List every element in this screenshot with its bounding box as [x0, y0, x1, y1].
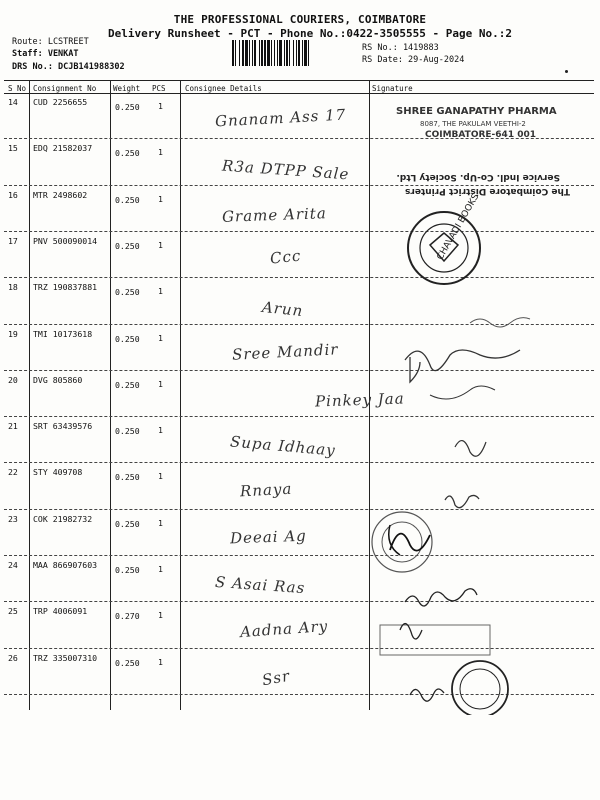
row-consignee-handwriting: Supa Idhaay	[229, 432, 337, 460]
stamp-service-line2: The Coimbatore District Printers	[405, 186, 570, 196]
row-sno: 17	[8, 235, 18, 246]
row-weight: 0.250	[115, 240, 140, 251]
row-sno: 21	[8, 421, 18, 432]
table-top-rule	[4, 80, 594, 81]
drs-label: DRS No.: DCJB141988302	[12, 62, 125, 72]
row-sno: 23	[8, 513, 18, 524]
row-weight: 0.250	[115, 194, 140, 205]
stamp-shree-line3: COIMBATORE-641 001	[425, 130, 536, 140]
row-sno: 18	[8, 282, 18, 293]
row-consignment-no: TRZ 335007310	[33, 652, 98, 663]
row-weight: 0.250	[115, 518, 140, 529]
stamp-shree-line1: SHREE GANAPATHY PHARMA	[396, 106, 557, 117]
document-title: THE PROFESSIONAL COURIERS, COIMBATORE	[173, 13, 427, 26]
row-sno: 20	[8, 374, 18, 385]
row-sno: 24	[8, 560, 18, 570]
table-header-rule	[4, 93, 594, 94]
row-consignee-handwriting: Grame Arita	[221, 203, 328, 226]
row-pcs: 1	[158, 378, 163, 389]
row-consignment-no: COK 21982732	[33, 513, 93, 524]
row-consignee-handwriting: S Asai Ras	[214, 572, 306, 598]
row-weight: 0.270	[115, 611, 140, 622]
rs-no-label: RS No.: 1419883	[362, 43, 439, 53]
row-pcs: 1	[158, 239, 163, 250]
row-sno: 25	[8, 606, 18, 617]
row-consignment-no: SRT 63439576	[33, 421, 93, 432]
row-consignment-no: TRZ 190837881	[33, 282, 98, 293]
row-pcs: 1	[158, 610, 163, 621]
row-consignee-handwriting: Pinkey Jaa	[314, 389, 405, 411]
row-weight: 0.250	[115, 102, 140, 112]
row-weight: 0.250	[115, 565, 140, 575]
row-weight: 0.250	[115, 379, 140, 390]
rs-date-label: RS Date: 29-Aug-2024	[362, 55, 465, 65]
column-header-consignee: Consignee Details	[185, 84, 262, 93]
row-consignee-handwriting: Ssr	[260, 666, 292, 689]
row-pcs: 1	[158, 332, 163, 343]
row-consignment-no: CUD 2256655	[33, 97, 88, 107]
row-pcs: 1	[158, 471, 163, 482]
column-header-pcs: PCS	[152, 84, 166, 93]
row-consignee-handwriting: Arun	[261, 298, 305, 321]
row-sno: 16	[8, 189, 18, 200]
row-sno: 22	[8, 467, 18, 478]
row-weight: 0.250	[115, 426, 140, 437]
row-weight: 0.250	[115, 333, 140, 344]
row-consignment-no: MTR 2498602	[33, 189, 88, 200]
row-consignee-handwriting: R3a DTPP Sale	[221, 156, 350, 184]
route-label: Route: LCSTREET	[12, 37, 89, 47]
row-pcs: 1	[158, 286, 163, 297]
row-consignment-no: DVG 805860	[33, 374, 83, 385]
row-pcs: 1	[158, 101, 163, 111]
column-divider	[110, 80, 111, 710]
row-pcs: 1	[158, 425, 163, 436]
row-pcs: 1	[158, 193, 163, 204]
row-weight: 0.250	[115, 657, 140, 668]
row-sno: 15	[8, 143, 18, 154]
column-header-sno: S No	[8, 84, 27, 93]
row-consignee-handwriting: Deeai Ag	[229, 526, 308, 548]
document-subtitle: Delivery Runsheet - PCT - Phone No.:0422-3505555 - Page No.:2	[108, 27, 512, 40]
row-consignee-handwriting: Aadna Ary	[239, 617, 329, 642]
row-weight: 0.250	[115, 148, 140, 159]
round-stamp-text: CHAVADI BOOKS	[435, 192, 482, 262]
stamps-and-signatures	[370, 95, 598, 715]
row-pcs: 1	[158, 517, 163, 528]
row-consignee-handwriting: Ccc	[269, 246, 303, 268]
ink-dot	[565, 70, 568, 73]
staff-label: Staff: VENKAT	[12, 49, 79, 59]
column-header-consignment: Consignment No	[33, 84, 97, 93]
row-sno: 26	[8, 652, 18, 663]
barcode	[232, 40, 354, 66]
row-consignment-no: MAA 866907603	[33, 560, 98, 570]
column-divider	[180, 80, 181, 710]
column-header-signature: Signature	[372, 84, 413, 93]
row-sno: 14	[8, 97, 18, 107]
row-weight: 0.250	[115, 472, 140, 483]
row-consignment-no: TMI 10173618	[33, 328, 93, 339]
column-divider	[29, 80, 30, 710]
stamp-service-line1: Service Indl. Co-Up. Society Ltd.	[396, 172, 560, 182]
row-consignment-no: STY 409708	[33, 467, 83, 478]
row-consignment-no: TRP 4006091	[33, 606, 88, 617]
row-sno: 19	[8, 328, 18, 339]
column-header-weight: Weight	[113, 84, 141, 93]
row-pcs: 1	[158, 147, 163, 158]
stamp-shree-line2: 8087, THE PAKULAM VEETHI-2	[420, 120, 526, 128]
row-consignee-handwriting: Rnaya	[239, 480, 293, 501]
row-weight: 0.250	[115, 287, 140, 298]
row-pcs: 1	[158, 656, 163, 667]
row-pcs: 1	[158, 564, 163, 574]
row-consignee-handwriting: Gnanam Ass 17	[214, 105, 347, 131]
row-consignment-no: EDQ 21582037	[33, 143, 93, 154]
row-consignee-handwriting: Sree Mandir	[231, 339, 339, 364]
row-consignment-no: PNV 500090014	[33, 235, 98, 246]
